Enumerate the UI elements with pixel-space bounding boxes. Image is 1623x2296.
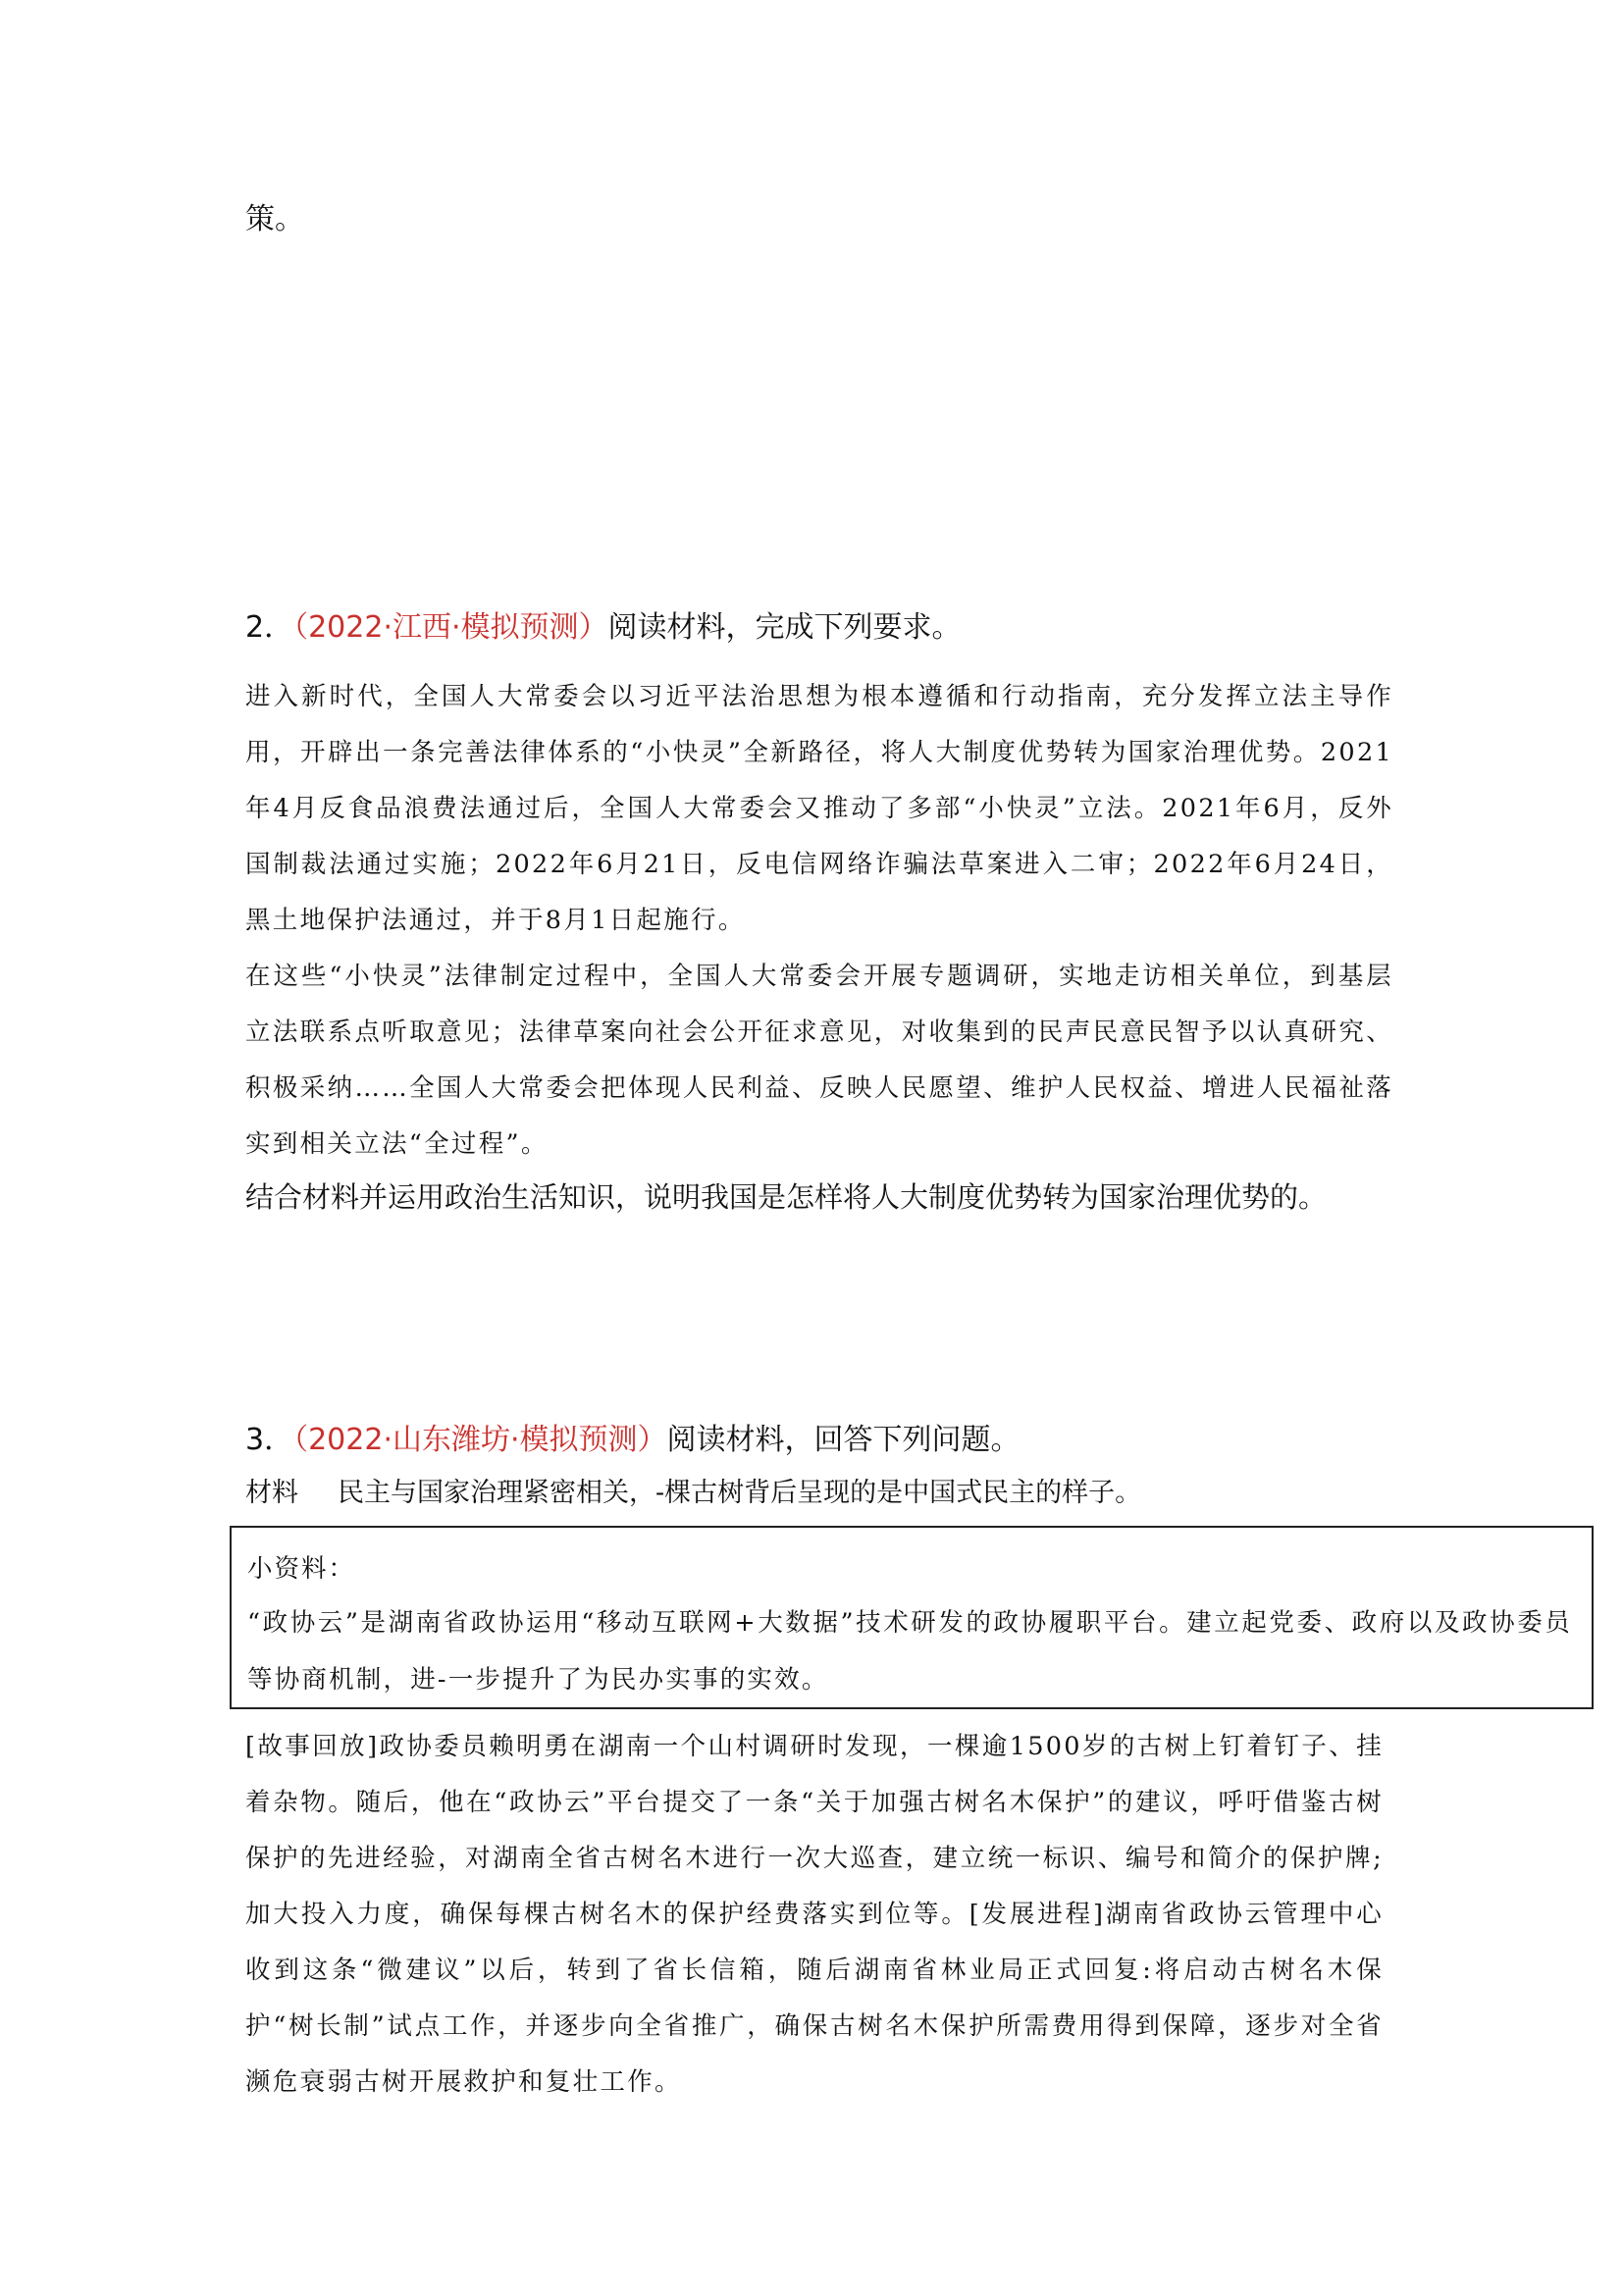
question-prompt: 阅读材料，回答下列问题。 — [666, 1423, 1021, 1457]
info-box-title: 小资料： — [247, 1554, 356, 1584]
question-2 — [245, 602, 1393, 1220]
material-text: 民主与国家治理紧密相关，-棵古树背后呈现的是中国式民主的样子。 — [338, 1478, 1142, 1508]
question-number: 3． — [245, 1423, 294, 1457]
material-paragraph: 在这些“小快灵”法律制定过程中，全国人大常委会开展专题调研，实地走访相关单位，到基层立法联系点听取意见；法律草案向社会公开征求意见，对收集到的民声民意民智予以认真研究、积极采纳……全国人大常委会把体现人民利益、反映人民愿望、维护人民权益、增进人民福祉落实到相关立法“全过程”。 — [245, 962, 1393, 1159]
material-line — [245, 1472, 1393, 1515]
story-paragraph: [故事回放]政协委员赖明勇在湖南一个山村调研时发现，一棵逾1500岁的古树上钉着钉子、挂着杂物。随后，他在“政协云”平台提交了一条“关于加强古树名木保护”的建议，呼吁借鉴古树保护的先进经验，对湖南全省古树名木进行一次大巡查，建立统一标识、编号和简介的保护牌;加大投入力度，确保每棵古树名木的保护经费落实到位等。[发展进程]湖南省政协云管理中心收到这条“微建议”以后，转到了省长信箱，随后湖南省林业局正式回复:将启动古树名木保护“树长制”试点工作，并逐步向全省推广，确保古树名木保护所需费用得到保障，逐步对全省濒危衰弱古树开展救护和复壮工作。 — [245, 1732, 1384, 2097]
question-source: （2022·江西·模拟预测） — [293, 610, 608, 645]
question-task: 结合材料并运用政治生活知识，说明我国是怎样将人大制度优势转为国家治理优势的。 — [245, 1180, 1328, 1214]
previous-question-fragment: 策。 — [245, 202, 304, 236]
question-prompt: 阅读材料，完成下列要求。 — [607, 610, 962, 645]
question-3-body — [245, 1719, 1384, 2111]
info-box — [230, 1526, 1594, 1709]
question-2-heading — [245, 602, 1393, 646]
question-3 — [245, 1415, 1393, 1515]
material-label: 材料 — [245, 1478, 298, 1508]
question-source: （2022·山东潍坊·模拟预测） — [293, 1423, 667, 1457]
question-number: 2． — [245, 610, 294, 645]
info-box-text: “政协云”是湖南省政协运用“移动互联网+大数据”技术研发的政协履职平台。建立起党委、政府以及政协委员等协商机制，进-一步提升了为民办实事的实效。 — [247, 1608, 1572, 1695]
question-3-heading — [245, 1415, 1393, 1458]
material-paragraph: 进入新时代，全国人大常委会以习近平法治思想为根本遵循和行动指南，充分发挥立法主导作用，开辟出一条完善法律体系的“小快灵”全新路径，将人大制度优势转为国家治理优势。2021年4月反食品浪费法通过后，全国人大常委会又推动了多部“小快灵”立法。2021年6月，反外国制裁法通过实施；2022年6月21日，反电信网络诈骗法草案进入二审；2022年6月24日，黑土地保护法通过，并于8月1日起施行。 — [245, 682, 1393, 935]
